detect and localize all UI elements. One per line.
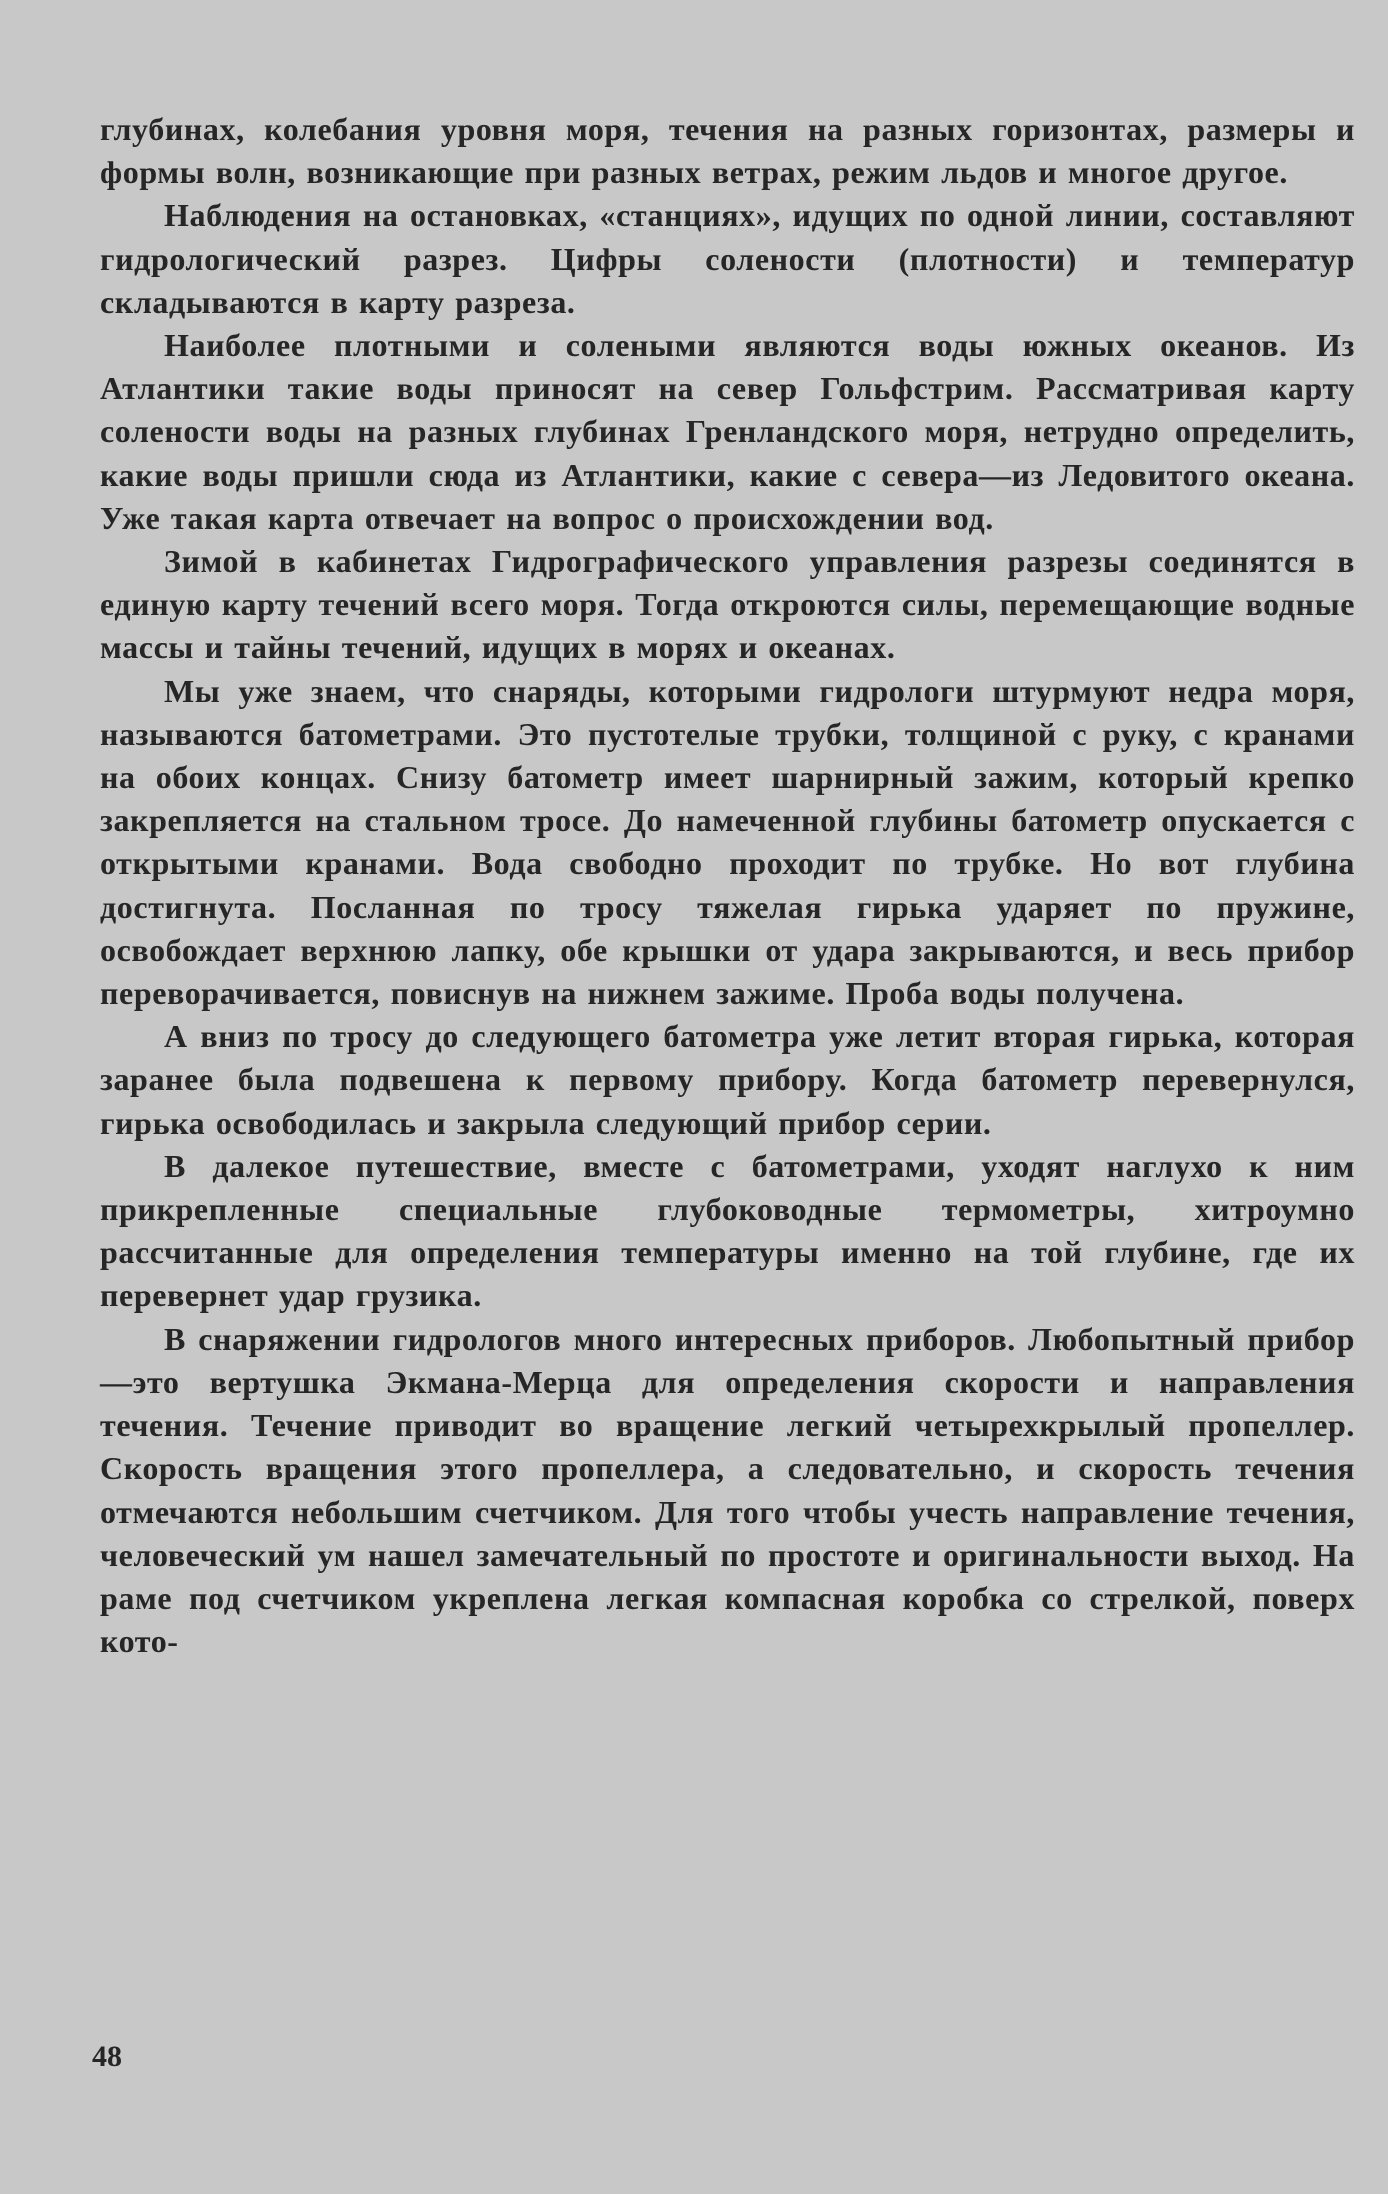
paragraph-3: Наиболее плотными и солеными являются воды южных океанов. Из Атлантики такие воды приносят на север Гольфстрим. Рассматривая карту солености воды на разных глубинах Гренландского моря, нетрудно определить, какие воды пришли сюда из Атлантики, какие с севера—из Ледовитого океана. Уже такая карта отвечает на вопрос о происхождении вод. [100, 327, 1355, 536]
page-number: 48 [92, 2040, 122, 2073]
text-column [100, 108, 1355, 1663]
paragraph-6: А вниз по тросу до следующего батометра уже летит вторая гирька, которая заранее была подвешена к первому прибору. Когда батометр перевернулся, гирька освободилась и закрыла следующий прибор серии. [100, 1018, 1355, 1141]
paragraph-8: В снаряжении гидрологов много интересных приборов. Любопытный прибор—это вертушка Экмана-Мерца для определения скорости и направления течения. Течение приводит во вращение легкий четырехкрылый пропеллер. Скорость вращения этого пропеллера, а следовательно, и скорость течения отмечаются небольшим счетчиком. Для того чтобы учесть направление течения, человеческий ум нашел замечательный по простоте и оригинальности выход. На раме под счетчиком укреплена легкая компасная коробка со стрелкой, поверх кото- [100, 1320, 1355, 1660]
paragraph-1: глубинах, колебания уровня моря, течения на разных горизонтах, размеры и формы волн, возникающие при разных ветрах, режим льдов и многое другое. [100, 111, 1355, 191]
paragraph-2: Наблюдения на остановках, «станциях», идущих по одной линии, составляют гидрологический разрез. Цифры солености (плотности) и температур складываются в карту разреза. [100, 197, 1355, 320]
paragraph-4: Зимой в кабинетах Гидрографического управления разрезы соединятся в единую карту течений всего моря. Тогда откроются силы, перемещающие водные массы и тайны течений, идущих в морях и океанах. [100, 543, 1355, 666]
paragraph-5: Мы уже знаем, что снаряды, которыми гидрологи штурмуют недра моря, называются батометрами. Это пустотелые трубки, толщиной с руку, с кранами на обоих концах. Снизу батометр имеет шарнирный зажим, который крепко закрепляется на стальном тросе. До намеченной глубины батометр опускается с открытыми кранами. Вода свободно проходит по трубке. Но вот глубина достигнута. Посланная по тросу тяжелая гирька ударяет по пружине, освобождает верхнюю лапку, обе крышки от удара закрываются, и весь прибор переворачивается, повиснув на нижнем зажиме. Проба воды получена. [100, 672, 1355, 1012]
paragraph-7: В далекое путешествие, вместе с батометрами, уходят наглухо к ним прикрепленные специальные глубоководные термометры, хитроумно рассчитанные для определения температуры именно на той глубине, где их перевернет удар грузика. [100, 1147, 1355, 1314]
